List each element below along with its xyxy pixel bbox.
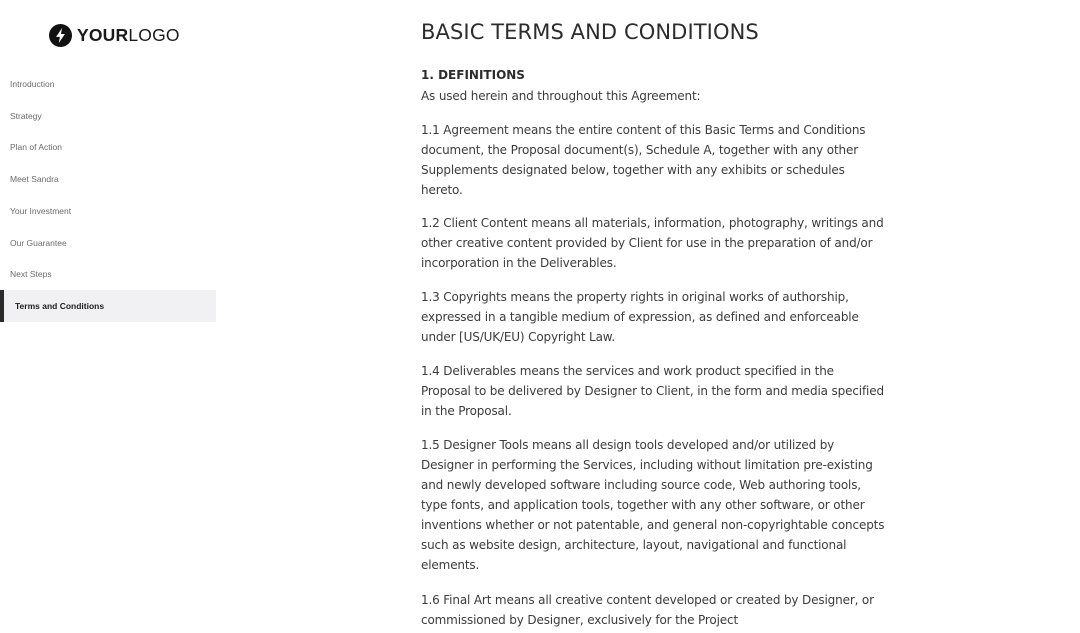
- text-line: As used herein and throughout this Agreement:: [421, 89, 701, 103]
- paragraph-intro: [421, 86, 891, 106]
- text-line: type fonts, and application tools, together with any other software, or other: [421, 498, 865, 512]
- paragraph-1-4: [421, 361, 891, 421]
- text-line: such as website design, architecture, layout, navigational and functional: [421, 538, 847, 552]
- logo-text-light: LOGO: [128, 25, 180, 45]
- text-line: 1.5 Designer Tools means all design tools developed and/or utilized by: [421, 438, 835, 452]
- sidebar-item-our-guarantee[interactable]: Our Guarantee: [10, 237, 67, 248]
- sidebar-item-terms-and-conditions[interactable]: Terms and Conditions: [0, 290, 216, 322]
- text-line: incorporation in the Deliverables.: [421, 256, 617, 270]
- text-line: expressed in a tangible medium of expression, as defined and enforceable: [421, 310, 859, 324]
- paragraph-1-2: [421, 213, 891, 273]
- text-line: Designer in performing the Services, including without limitation pre-existing: [421, 458, 873, 472]
- sidebar-nav: [0, 68, 216, 322]
- section-heading: 1. DEFINITIONS: [421, 68, 525, 82]
- logo-text: [77, 23, 180, 47]
- text-line: 1.6 Final Art means all creative content developed or created by Designer, or: [421, 593, 874, 607]
- text-line: 1.2 Client Content means all materials, information, photography, writings and: [421, 216, 884, 230]
- text-line: commissioned by Designer, exclusively for the Project: [421, 613, 739, 627]
- logo-text-bold: YOUR: [77, 25, 129, 45]
- paragraph-1-5: [421, 435, 891, 575]
- text-line: document, the Proposal document(s), Schedule A, together with any other: [421, 143, 858, 157]
- sidebar-item-introduction[interactable]: Introduction: [10, 78, 55, 89]
- sidebar-item-strategy[interactable]: Strategy: [10, 110, 42, 121]
- text-line: hereto.: [421, 183, 463, 197]
- text-line: elements.: [421, 558, 480, 572]
- paragraph-1-6: [421, 590, 891, 630]
- text-line: 1.3 Copyrights means the property rights in original works of authorship,: [421, 290, 849, 304]
- logo[interactable]: [49, 23, 180, 47]
- text-line: 1.1 Agreement means the entire content of this Basic Terms and Conditions: [421, 123, 866, 137]
- sidebar-item-plan-of-action[interactable]: Plan of Action: [10, 142, 62, 153]
- lightning-bolt-icon: [49, 24, 72, 47]
- paragraph-1-1: [421, 120, 891, 200]
- sidebar-item-your-investment[interactable]: Your Investment: [10, 205, 72, 216]
- text-line: and newly developed software including source code, Web authoring tools,: [421, 478, 861, 492]
- text-line: other creative content provided by Client for use in the preparation of and/or: [421, 236, 873, 250]
- sidebar-item-meet-sandra[interactable]: Meet Sandra: [10, 174, 59, 185]
- text-line: under [US/UK/EU) Copyright Law.: [421, 330, 616, 344]
- text-line: in the Proposal.: [421, 404, 512, 418]
- text-line: 1.4 Deliverables means the services and work product specified in the: [421, 364, 834, 378]
- text-line: inventions whether or not patentable, and general non-copyrightable concepts: [421, 518, 885, 532]
- sidebar: [0, 0, 216, 633]
- text-line: Proposal to be delivered by Designer to Client, in the form and media specified: [421, 384, 884, 398]
- page-title: BASIC TERMS AND CONDITIONS: [421, 20, 759, 44]
- paragraph-1-3: [421, 287, 891, 347]
- sidebar-item-next-steps[interactable]: Next Steps: [10, 269, 52, 280]
- text-line: Supplements designated below, together with any exhibits or schedules: [421, 163, 845, 177]
